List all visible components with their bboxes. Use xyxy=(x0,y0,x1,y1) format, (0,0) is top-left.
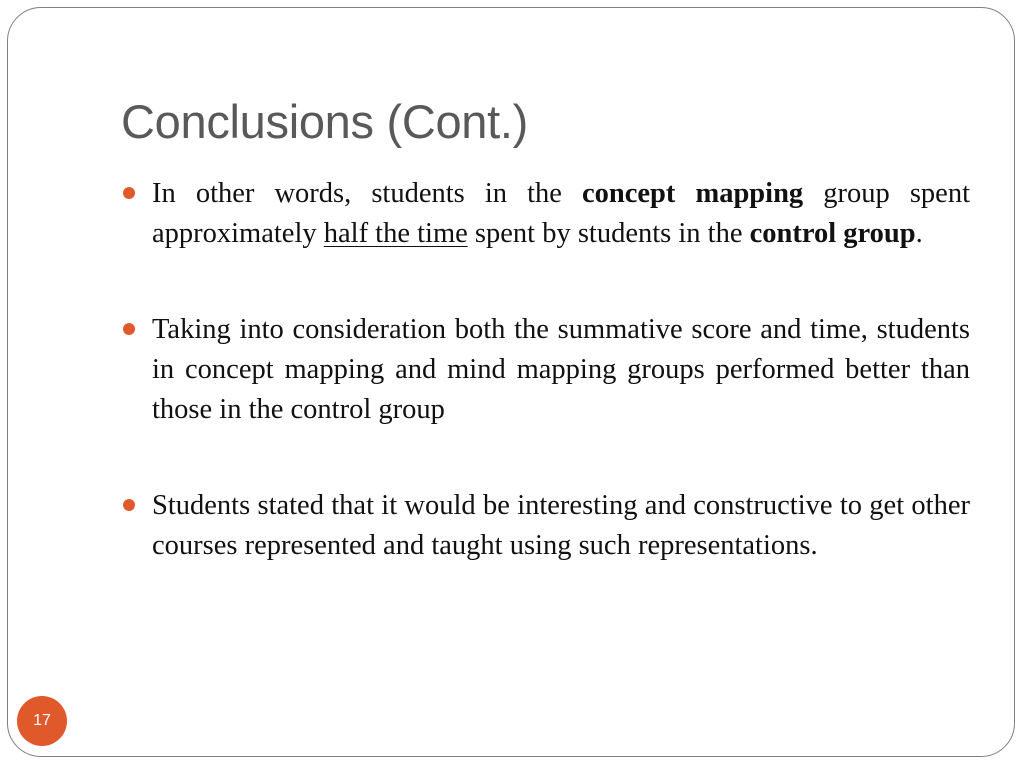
text-run: spent by students in the xyxy=(467,218,750,249)
bold-text-run: concept mapping xyxy=(581,178,804,209)
text-run: In other words, students in the xyxy=(152,178,582,209)
page-number-badge: 17 xyxy=(17,696,67,746)
text-run: group spent approximately xyxy=(152,178,970,249)
slide xyxy=(7,7,1015,757)
bullet-dot-icon xyxy=(123,323,135,335)
bullet-item xyxy=(152,486,970,566)
slide-title: Conclusions (Cont.) xyxy=(121,95,529,148)
underlined-text-run: half the time xyxy=(323,218,468,249)
bullet-text xyxy=(152,178,970,249)
bold-text-run: control group xyxy=(749,218,916,249)
bullet-item xyxy=(152,310,970,430)
bullet-text: Taking into consideration both the summative score and time, students in concept mapping and mind mapping groups performed better than those in the control group xyxy=(152,314,970,425)
bullet-item xyxy=(152,174,970,254)
bullet-list xyxy=(152,174,970,566)
bullet-text: Students stated that it would be interesting and constructive to get other courses represented and taught using such representations. xyxy=(152,490,970,561)
bullet-dot-icon xyxy=(123,499,135,511)
bullet-dot-icon xyxy=(123,187,135,199)
text-run: . xyxy=(915,218,923,249)
